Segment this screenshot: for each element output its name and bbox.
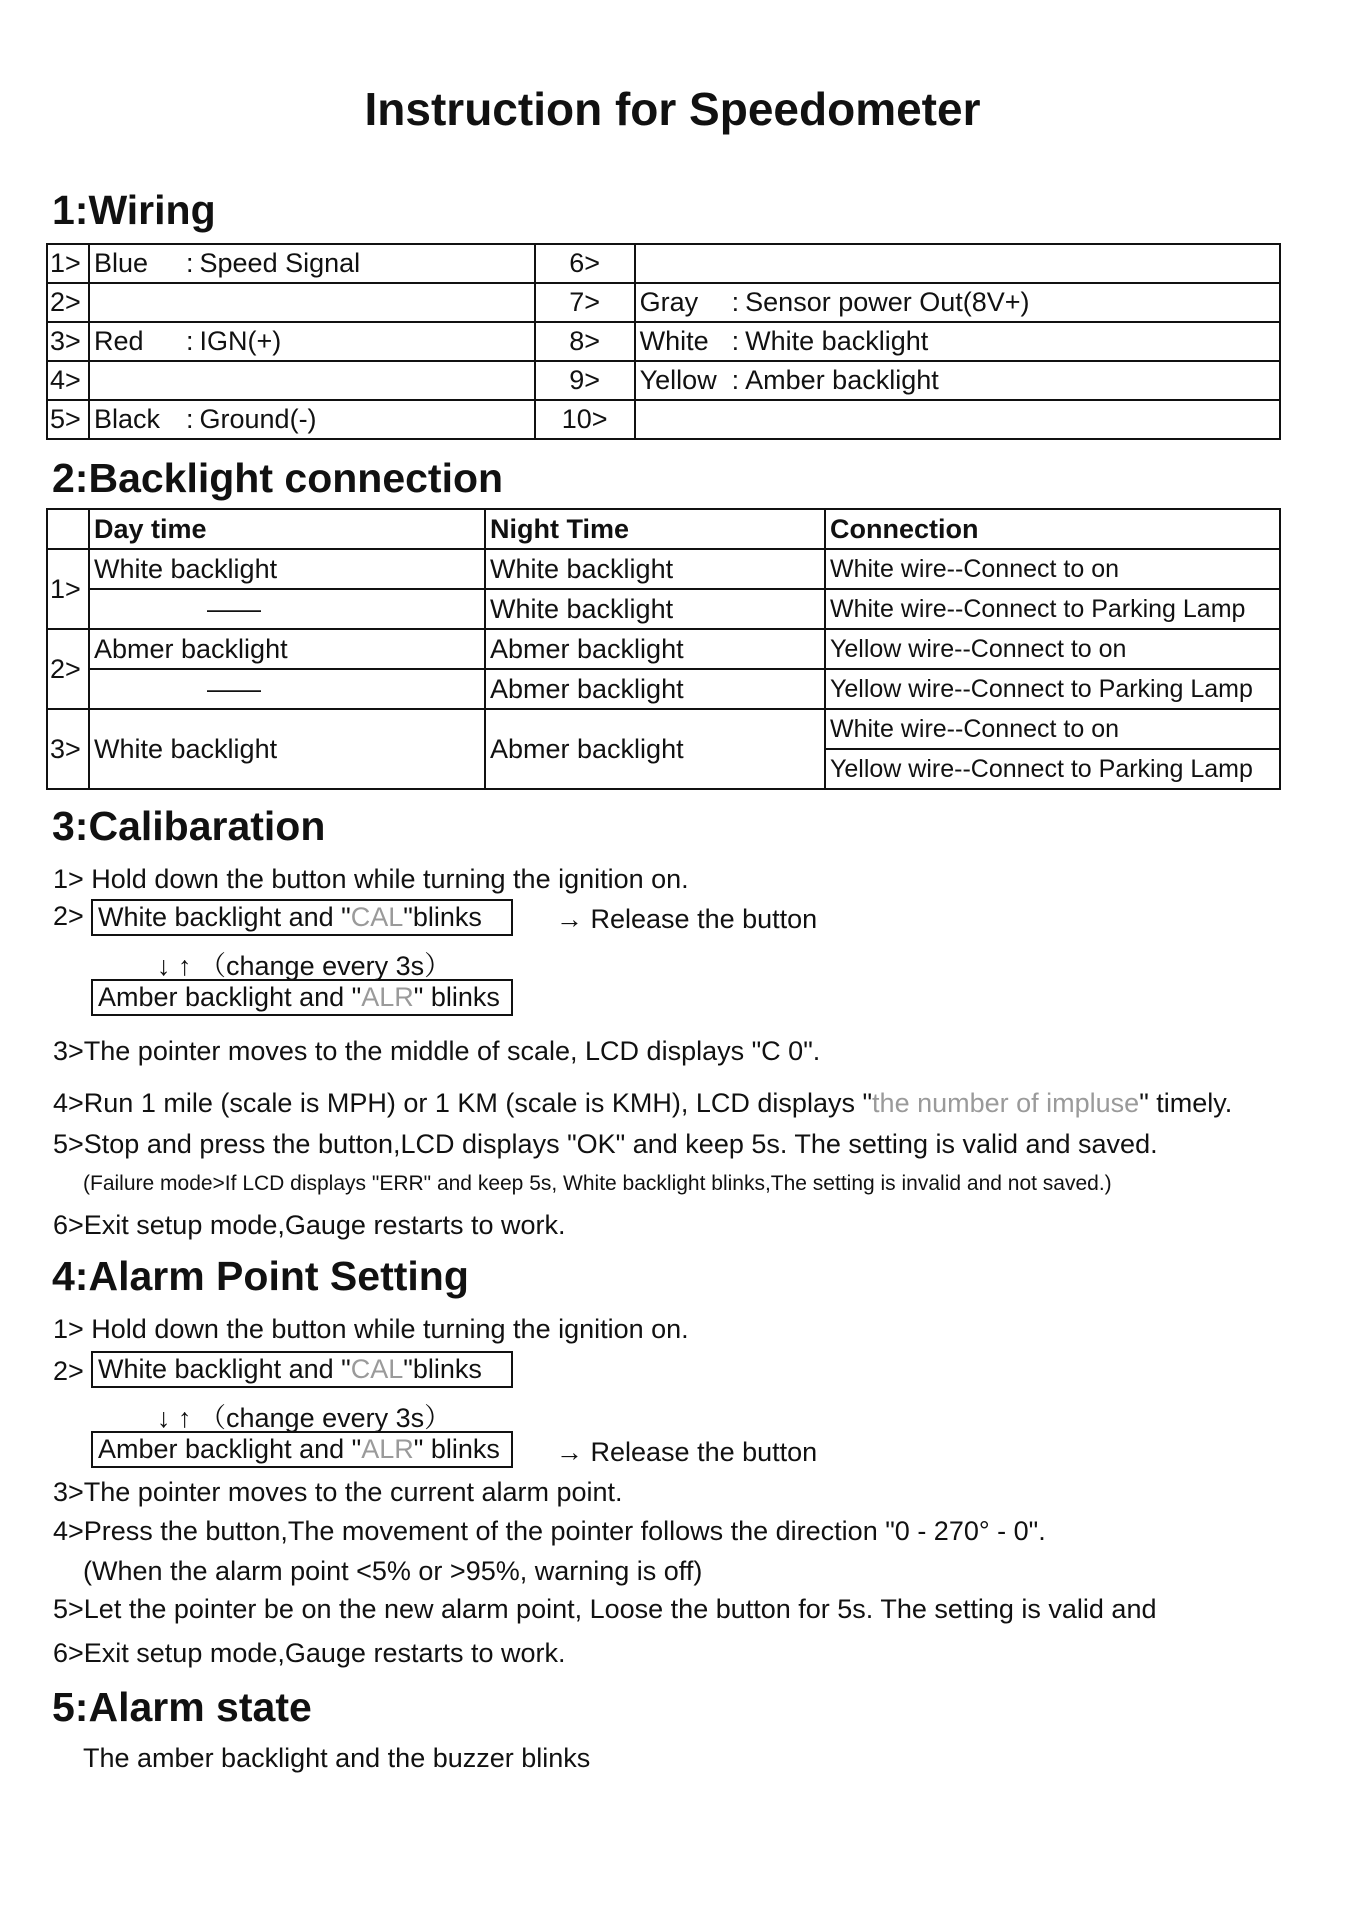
wire-function: Sensor power Out(8V+): [745, 287, 1030, 317]
wire-separator: :: [186, 404, 194, 434]
connection-cell: Yellow wire--Connect to Parking Lamp: [825, 669, 1280, 709]
night-cell: Abmer backlight: [485, 669, 825, 709]
wire-color: Blue: [94, 248, 149, 278]
alarm-cal-box: [91, 1351, 513, 1388]
wire-number-text: 7>: [569, 287, 601, 317]
wire-separator: :: [731, 326, 740, 356]
wire-description: [635, 322, 1280, 361]
alarm-step-4-note: (When the alarm point <5% or >95%, warning is off): [83, 1556, 703, 1586]
wire-separator: :: [731, 365, 740, 395]
wire-number: [535, 400, 635, 439]
wire-number: [535, 322, 635, 361]
wire-color: Yellow: [639, 365, 717, 395]
header-connection: Connection: [825, 509, 1280, 549]
alarm-step-5: 5>Let the pointer be on the new alarm point, Loose the button for 5s. The setting is valid and: [53, 1594, 1157, 1624]
day-cell: White backlight: [89, 709, 485, 789]
connection-cell: Yellow wire--Connect to on: [825, 629, 1280, 669]
calibration-failure-note: (Failure mode>If LCD displays "ERR" and keep 5s, White backlight blinks,The setting is invalid and not saved.): [83, 1172, 1112, 1195]
wire-number: [535, 244, 635, 283]
box-text: Amber backlight and ": [98, 982, 362, 1012]
alarm-step-6: 6>Exit setup mode,Gauge restarts to work.: [53, 1638, 566, 1668]
wire-description: [89, 400, 535, 439]
wire-description: [635, 361, 1280, 400]
wire-number-text: 2>: [50, 287, 81, 317]
alarm-step-1: 1> Hold down the button while turning the ignition on.: [53, 1314, 689, 1344]
wire-description: [635, 244, 1280, 283]
wire-function: White backlight: [745, 326, 929, 356]
lcd-text: the number of impluse: [872, 1088, 1140, 1118]
step-text: 4>Run 1 mile (scale is MPH) or 1 KM (scale is KMH), LCD displays ": [53, 1088, 873, 1118]
header-blank: [47, 509, 89, 549]
connection-cell: White wire--Connect to on: [825, 709, 1280, 749]
calibration-step-2-prefix: 2>: [53, 901, 84, 931]
section-heading-backlight: 2:Backlight connection: [52, 455, 504, 501]
wire-function: Speed Signal: [199, 248, 361, 278]
wire-number: [47, 400, 89, 439]
alarm-step-2-prefix: 2>: [53, 1356, 84, 1386]
table-row: [47, 283, 1280, 322]
wire-color: White: [639, 326, 709, 356]
box-text: " blinks: [413, 1434, 500, 1464]
row-number: 3>: [47, 709, 89, 789]
day-cell: ——: [89, 669, 485, 709]
night-cell: Abmer backlight: [485, 709, 825, 789]
calibration-release-note: → Release the button: [556, 904, 818, 934]
calibration-alr-box: [91, 979, 513, 1016]
header-night-time: Night Time: [485, 509, 825, 549]
section-heading-alarm-point: 4:Alarm Point Setting: [52, 1253, 469, 1299]
wire-number-text: 9>: [569, 365, 601, 395]
wire-function: Ground(-): [199, 404, 317, 434]
wire-color: Gray: [639, 287, 699, 317]
day-cell: Abmer backlight: [89, 629, 485, 669]
wire-separator: :: [731, 287, 740, 317]
page-title: Instruction for Speedometer: [364, 83, 981, 135]
day-cell: White backlight: [89, 549, 485, 589]
connection-cell: White wire--Connect to on: [825, 549, 1280, 589]
table-row: [47, 669, 1280, 709]
wire-number: [47, 244, 89, 283]
wire-number: [47, 283, 89, 322]
box-text: "blinks: [403, 902, 482, 932]
table-row: [47, 629, 1280, 669]
wire-color: Red: [94, 326, 144, 356]
calibration-step-3: 3>The pointer moves to the middle of scale, LCD displays "C 0".: [53, 1036, 821, 1066]
table-row: [47, 589, 1280, 629]
wire-description: [89, 244, 535, 283]
step-text: " timely.: [1139, 1088, 1233, 1118]
wire-number: [535, 361, 635, 400]
lcd-code: ALR: [361, 982, 414, 1012]
calibration-change-note: ↓ ↑ （change every 3s）: [157, 951, 452, 981]
table-header-row: [47, 509, 1280, 549]
table-row: [47, 322, 1280, 361]
calibration-cal-box: [91, 899, 513, 936]
box-text: White backlight and ": [98, 1354, 351, 1384]
table-row: [47, 361, 1280, 400]
table-row: [47, 400, 1280, 439]
wire-description: [89, 283, 535, 322]
wire-number-text: 3>: [50, 326, 81, 356]
night-cell: Abmer backlight: [485, 629, 825, 669]
alarm-step-4: 4>Press the button,The movement of the pointer follows the direction "0 - 270° - 0".: [53, 1516, 1046, 1546]
wire-number-text: 1>: [50, 248, 81, 278]
alarm-release-note: → Release the button: [556, 1437, 818, 1467]
table-row: [47, 709, 1280, 749]
day-cell: ——: [89, 589, 485, 629]
box-text: White backlight and ": [98, 902, 351, 932]
box-text: "blinks: [403, 1354, 482, 1384]
wire-number-text: 6>: [569, 248, 601, 278]
wire-description: [89, 322, 535, 361]
wire-description: [635, 400, 1280, 439]
night-cell: White backlight: [485, 549, 825, 589]
row-number: 1>: [47, 549, 89, 629]
box-text: " blinks: [413, 982, 500, 1012]
wire-number-text: 10>: [561, 404, 608, 434]
section-heading-alarm-state: 5:Alarm state: [52, 1684, 312, 1730]
table-row: [47, 244, 1280, 283]
wire-number-text: 4>: [50, 365, 81, 395]
calibration-step-4: [53, 1088, 1232, 1119]
header-day-time: Day time: [89, 509, 485, 549]
backlight-table: [46, 508, 1281, 790]
lcd-code: CAL: [350, 1354, 404, 1384]
wire-number: [47, 322, 89, 361]
wire-separator: :: [186, 248, 194, 278]
wire-color: Black: [94, 404, 161, 434]
wire-function: IGN(+): [199, 326, 282, 356]
calibration-step-6: 6>Exit setup mode,Gauge restarts to work.: [53, 1210, 566, 1240]
section-heading-calibration: 3:Calibaration: [52, 803, 326, 849]
section-heading-wiring: 1:Wiring: [52, 187, 216, 233]
wiring-table: [46, 243, 1281, 440]
alarm-alr-box: [91, 1431, 513, 1468]
wire-number-text: 8>: [569, 326, 601, 356]
row-number: 2>: [47, 629, 89, 709]
night-cell: White backlight: [485, 589, 825, 629]
wire-function: Amber backlight: [745, 365, 939, 395]
calibration-step-5: 5>Stop and press the button,LCD displays "OK" and keep 5s. The setting is valid and saved.: [53, 1129, 1158, 1159]
wire-number-text: 5>: [50, 404, 81, 434]
alarm-change-note: ↓ ↑ （change every 3s）: [157, 1403, 452, 1433]
calibration-step-1: 1> Hold down the button while turning the ignition on.: [53, 864, 689, 894]
wire-description: [89, 361, 535, 400]
box-text: Amber backlight and ": [98, 1434, 362, 1464]
connection-cell: White wire--Connect to Parking Lamp: [825, 589, 1280, 629]
table-row: [47, 549, 1280, 589]
alarm-step-3: 3>The pointer moves to the current alarm point.: [53, 1477, 623, 1507]
lcd-code: ALR: [361, 1434, 414, 1464]
connection-cell: Yellow wire--Connect to Parking Lamp: [825, 749, 1280, 789]
wire-description: [635, 283, 1280, 322]
wire-number: [47, 361, 89, 400]
lcd-code: CAL: [350, 902, 404, 932]
wire-number: [535, 283, 635, 322]
wire-separator: :: [186, 326, 194, 356]
alarm-state-text: The amber backlight and the buzzer blinks: [83, 1743, 591, 1773]
